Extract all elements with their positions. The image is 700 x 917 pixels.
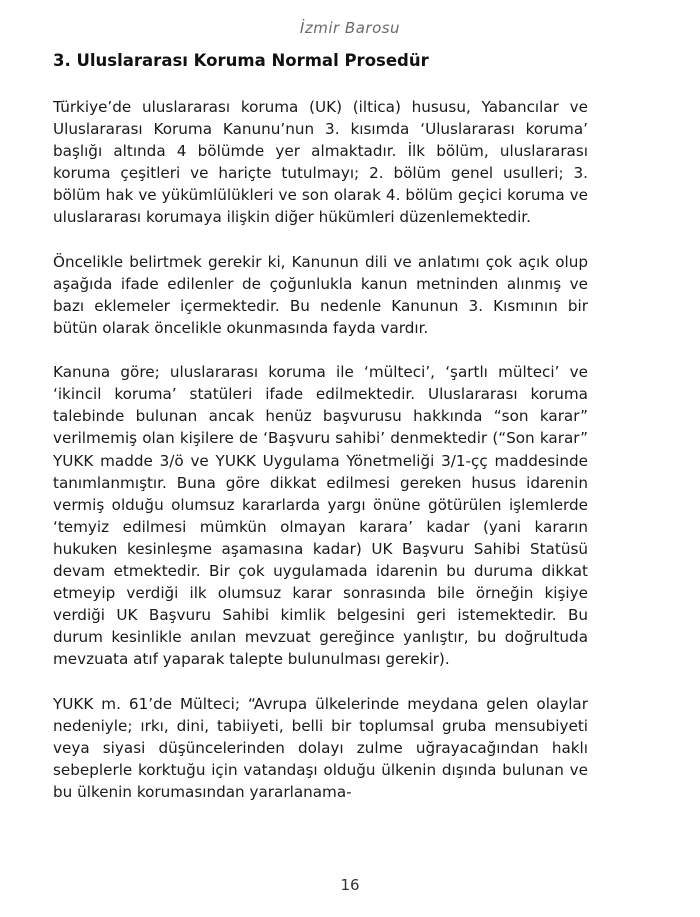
paragraph: YUKK m. 61’de Mülteci; “Avrupa ülkelerinde meydana gelen olaylar nedeniyle; ırkı, dini, tabiiyeti, belli bir toplumsal gruba mensubiyeti veya siyasi düşüncelerinden dolayı zulme uğrayacağından haklı sebeplerle korktuğu için vatandaşı olduğu ülkenin dışında bulunan ve bu ülkenin korumasından yararlanama- <box>53 694 588 801</box>
body-text <box>53 96 588 825</box>
running-header: İzmir Barosu <box>299 19 401 37</box>
section-title: 3. Uluslararası Koruma Normal Prosedür <box>53 51 429 70</box>
page-number: 16 <box>340 876 360 894</box>
paragraph: Öncelikle belirtmek gerekir ki, Kanunun dili ve anlatımı çok açık olup aşağıda ifade edilenler de çoğunlukla kanun metninden alınmış ve bazı eklemeler içermektedir. Bu nedenle Kanunun 3. Kısmının bir bütün olarak öncelikle okunmasında fayda vardır. <box>53 252 588 337</box>
paragraph: Türkiye’de uluslararası koruma (UK) (iltica) hususu, Yabancılar ve Uluslararası Koruma Kanunu’nun 3. kısımda ‘Uluslararası koruma’ başlığı altında 4 bölümde yer almaktadır. İlk bölüm, uluslararası koruma çeşitleri ve hariçte tutulmayı; 2. bölüm genel usulleri; 3. bölüm hak ve yükümlülükleri ve son olarak 4. bölüm geçici koruma ve uluslararası korumaya ilişkin diğer hükümleri düzenlemektedir. <box>53 98 588 227</box>
paragraph: Kanuna göre; uluslararası koruma ile ‘mülteci’, ‘şartlı mülteci’ ve ‘ikincil koruma’ statüleri ifade edilmektedir. Uluslararası koruma talebinde bulunan ancak henüz başvurusu hakkında “son karar” verilmemiş olan kişilere de ‘Başvuru sahibi’ denmektedir (“Son karar” YUKK madde 3/ö ve YUKK Uygulama Yönetmeliği 3/1-çç maddesinde tanımlanmıştır. Buna göre dikkat edilmesi gereken husus idarenin vermiş olduğu olumsuz kararlarda yargı önüne götürülen işlemlerde ‘temyiz edilmesi mümkün olmayan karara’ kadar (yani kararın hukuken kesinleşme aşamasına kadar) UK Başvuru Sahibi Statüsü devam etmektedir. Bir çok uygulamada idarenin bu duruma dikkat etmeyip verdiği ilk olumsuz karar sonrasında bile örneğin kişiye verdiği UK Başvuru Sahibi kimlik belgesini geri istemektedir. Bu durum kesinlikle anılan mevzuat gereğince yanlıştır, bu doğrultuda mevzuata atıf yaparak talepte bulunulması gerekir). <box>53 363 588 669</box>
